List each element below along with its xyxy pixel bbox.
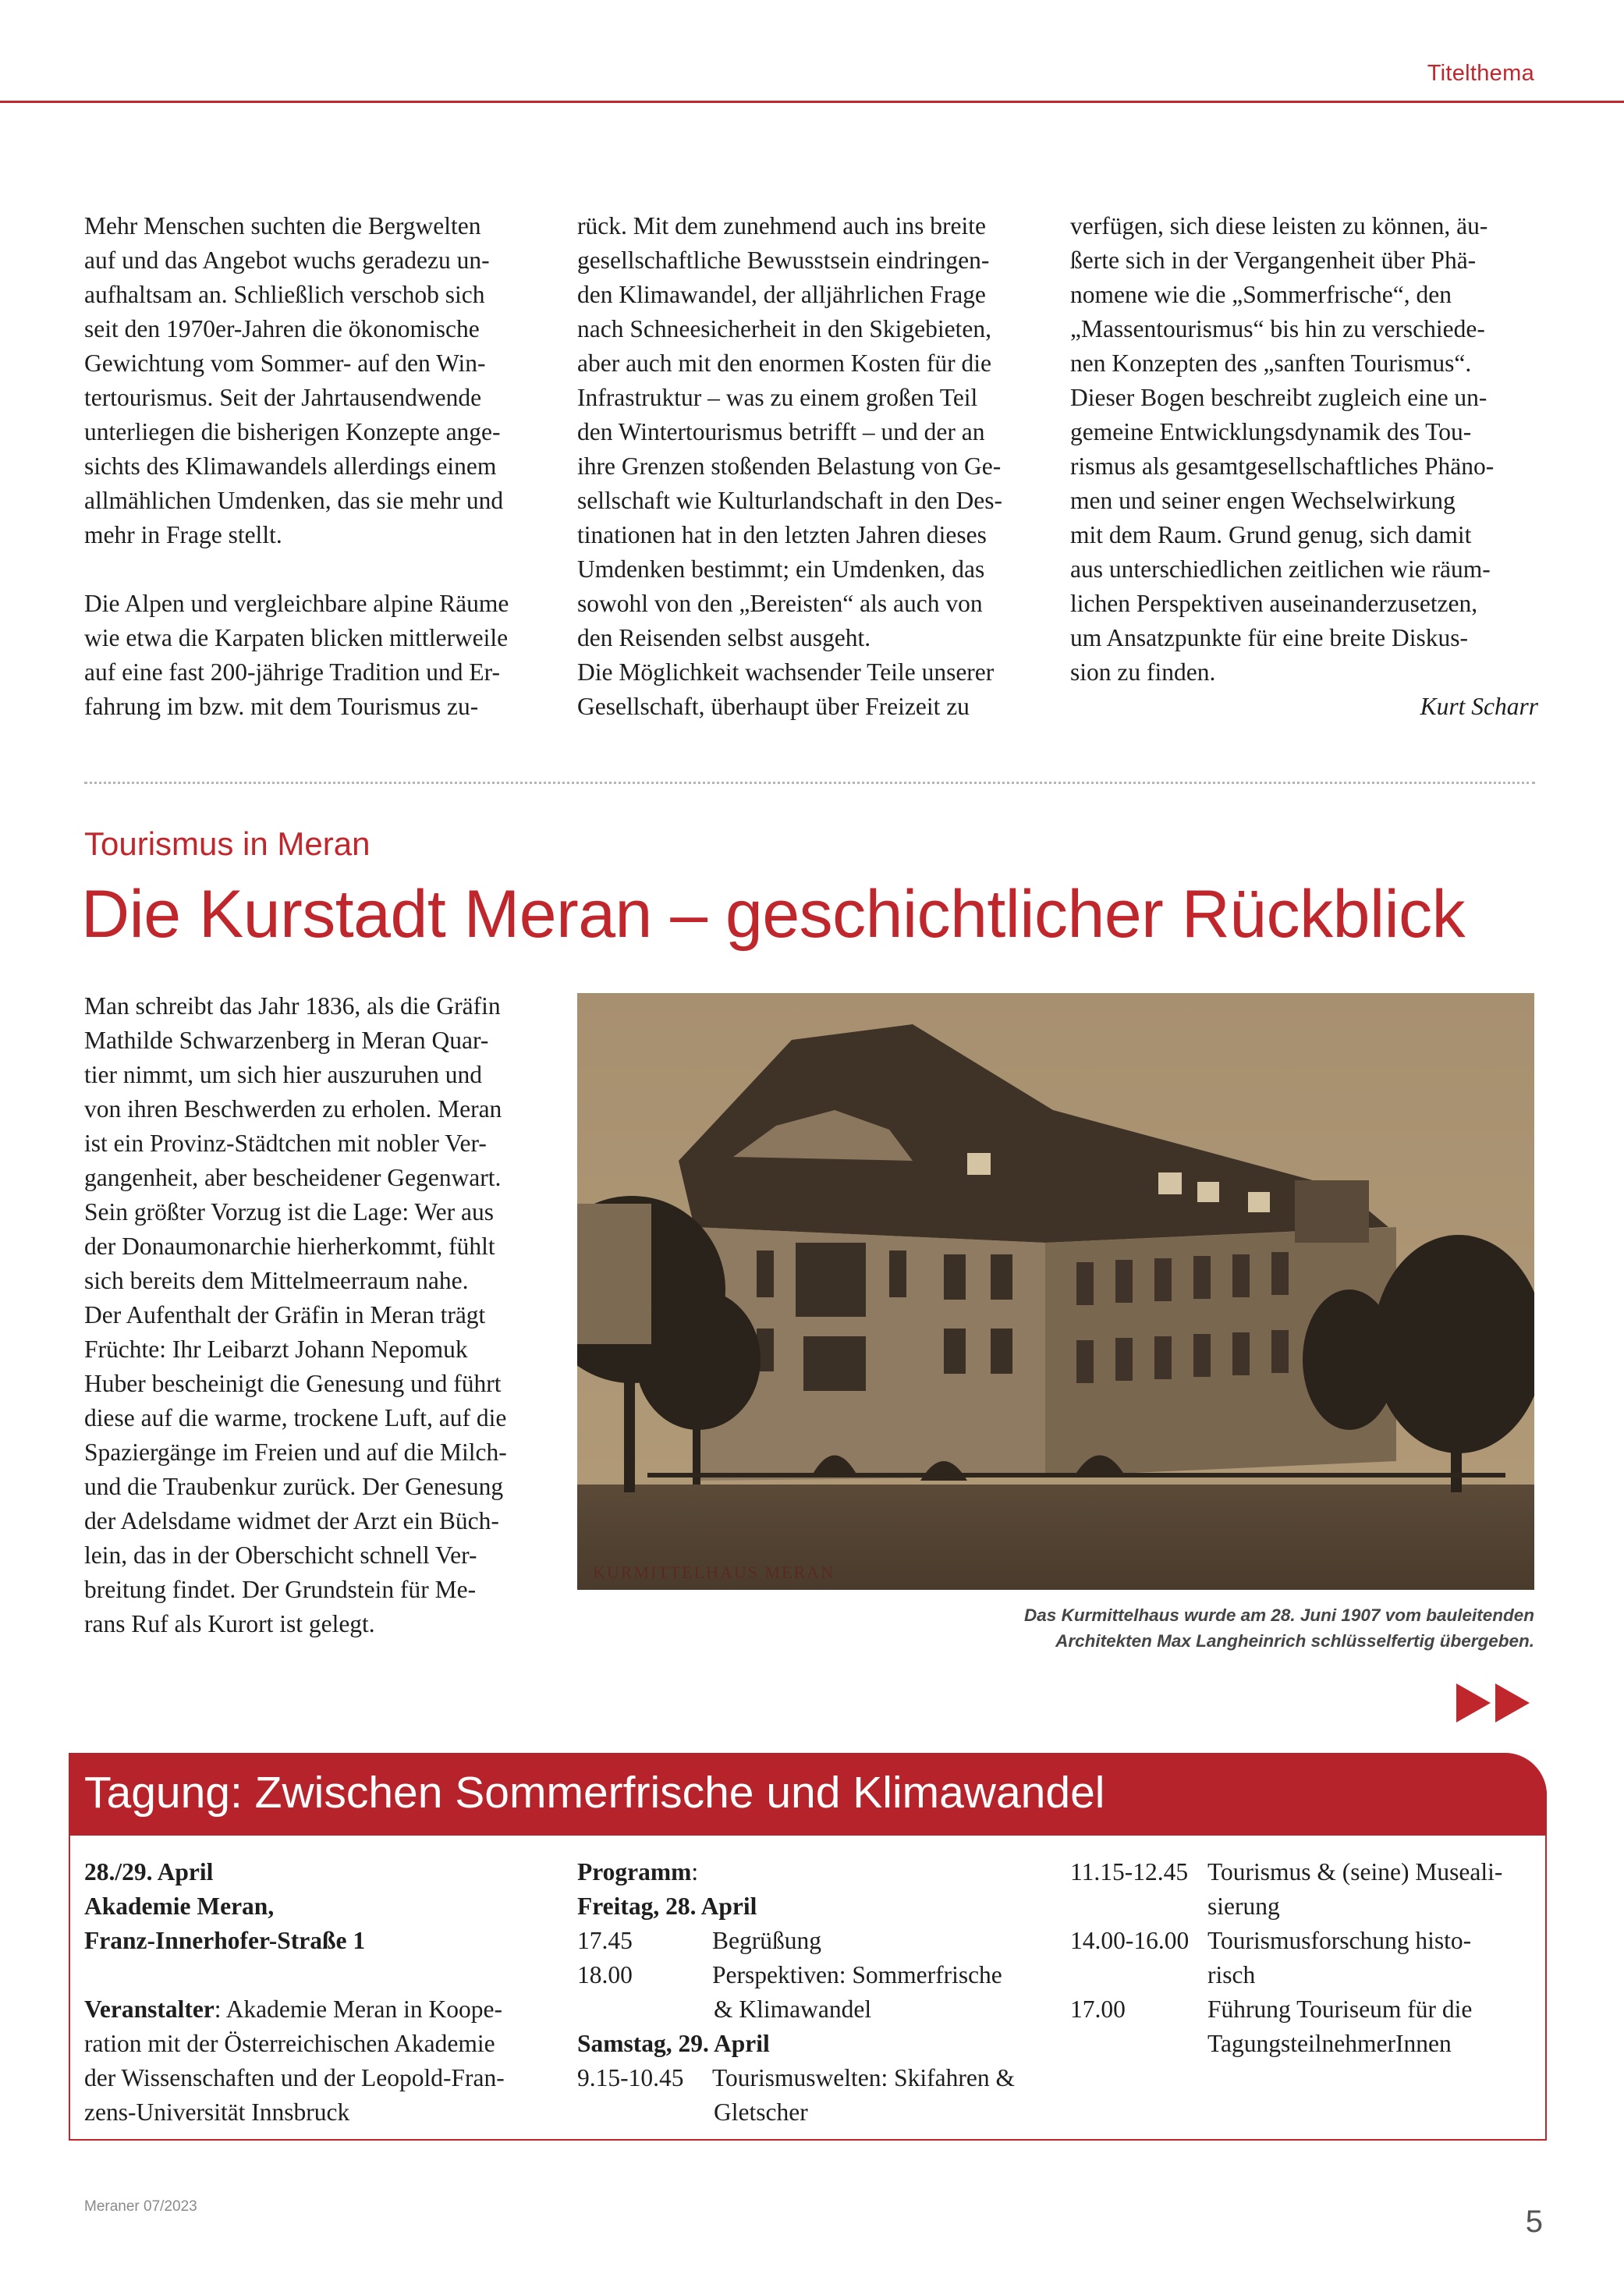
text-line: sion zu finden. [1070, 658, 1216, 686]
text-line: aufhaltsam an. Schließlich verschob sich [84, 281, 485, 308]
program-title: Perspektiven: Sommerfrische [712, 1961, 1002, 1988]
text-line: nen Konzepten des „sanften Tourismus“. [1070, 349, 1472, 377]
text-line: sich bereits dem Mittelmeerraum nahe. [84, 1267, 469, 1294]
text-line: wie etwa die Karpaten blicken mittlerweile [84, 624, 509, 651]
text-line: Mathilde Schwarzenberg in Meran Quar- [84, 1027, 489, 1054]
text-line: ßerte sich in der Vergangenheit über Phä- [1070, 247, 1477, 274]
text-line: von ihren Beschwerden zu erholen. Meran [84, 1095, 502, 1123]
text-line: seit den 1970er-Jahren die ökonomische [84, 315, 480, 342]
program-title-continued: risch [1207, 1961, 1256, 1988]
program-day-heading: Samstag, 29. April [577, 2030, 770, 2057]
intro-paragraph [84, 209, 552, 552]
program-title: Tourismus & (seine) Museali- [1207, 1858, 1503, 1885]
text-line: Umdenken bestimmt; ein Umdenken, das [577, 555, 985, 583]
program-time: 18.00 [577, 1961, 633, 1988]
text-line: Der Aufenthalt der Gräfin in Meran trägt [84, 1301, 486, 1329]
page-number: 5 [1525, 2205, 1543, 2239]
text-line: tinationen hat in den letzten Jahren dieses [577, 521, 987, 548]
program-title: Tourismuswelten: Skifahren & [712, 2064, 1015, 2091]
program-item [577, 2061, 1045, 2095]
text-line: rück. Mit dem zunehmend auch ins breite [577, 212, 986, 239]
text-line: gesellschaftliche Bewusstsein eindringen- [577, 247, 990, 274]
text-line: der Wissenschaften und der Leopold-Fran- [84, 2064, 505, 2091]
text-line: : Akademie Meran in Koope- [214, 1995, 502, 2023]
intro-column-1 [84, 209, 552, 724]
program-title: Führung Touriseum für die [1207, 1995, 1473, 2023]
event-program-day1 [577, 1855, 1045, 2130]
program-item [1070, 1855, 1538, 1889]
article-paragraph [84, 989, 552, 1641]
text-line: sowohl von den „Bereisten“ als auch von [577, 590, 983, 617]
text-line: Früchte: Ihr Leibarzt Johann Nepomuk [84, 1336, 468, 1363]
magazine-issue: Meraner 07/2023 [84, 2198, 197, 2215]
text-line: breitung findet. Der Grundstein für Me- [84, 1576, 477, 1603]
intro-paragraph [577, 209, 1045, 655]
author-signature: Kurt Scharr [1420, 693, 1538, 720]
section-label: Titelthema [1427, 61, 1534, 86]
section-divider [84, 782, 1535, 784]
program-time: 17.00 [1070, 1995, 1126, 2023]
article-headline: Die Kurstadt Meran – geschichtlicher Rückblick [81, 877, 1466, 952]
text-line: zens-Universität Innsbruck [84, 2098, 350, 2126]
caption-line: Das Kurmittelhaus wurde am 28. Juni 1907 vom bauleitenden [1024, 1605, 1534, 1625]
text-line: gangenheit, aber bescheidener Gegenwart. [84, 1164, 502, 1191]
text-line: nomene wie die „Sommerfrische“, den [1070, 281, 1452, 308]
text-line: sellschaft wie Kulturlandschaft in den Des- [577, 487, 1002, 514]
text-line: aus unterschiedlichen zeitlichen wie räum- [1070, 555, 1491, 583]
program-title-continued: sierung [1207, 1893, 1280, 1920]
program-title-continued: Gletscher [714, 2098, 808, 2126]
text-line: ration mit der Österreichischen Akademie [84, 2030, 495, 2057]
event-venue: Akademie Meran, [84, 1893, 275, 1920]
text-line: tertourismus. Seit der Jahrtausendwende [84, 384, 482, 411]
intro-column-3 [1070, 209, 1538, 724]
text-line: auf eine fast 200-jährige Tradition und Er- [84, 658, 500, 686]
program-title-continued: TagungsteilnehmerInnen [1207, 2030, 1452, 2057]
text-line: rismus als gesamtgesellschaftliches Phäno- [1070, 452, 1495, 480]
text-line: „Massentourismus“ bis hin zu verschiede- [1070, 315, 1485, 342]
text-line: Die Alpen und vergleichbare alpine Räume [84, 590, 509, 617]
program-item [577, 1924, 1045, 1958]
text-line: aber auch mit den enormen Kosten für die [577, 349, 991, 377]
program-item [1070, 1992, 1538, 2027]
program-time: 11.15-12.45 [1070, 1858, 1189, 1885]
text-line: men und seiner engen Wechselwirkung [1070, 487, 1456, 514]
text-line: nach Schneesicherheit in den Skigebieten, [577, 315, 991, 342]
event-date: 28./29. April [84, 1858, 214, 1885]
program-day-heading: Freitag, 28. April [577, 1893, 757, 1920]
program-time: 17.45 [577, 1927, 633, 1954]
event-program-day2 [1070, 1855, 1538, 2061]
text-line: auf und das Angebot wuchs geradezu un- [84, 247, 490, 274]
text-line: gemeine Entwicklungsdynamik des Tou- [1070, 418, 1472, 445]
kurmittelhaus-photo [577, 993, 1534, 1590]
text-line: um Ansatzpunkte für eine breite Diskus- [1070, 624, 1468, 651]
text-line: Infrastruktur – was zu einem großen Teil [577, 384, 978, 411]
intro-paragraph [84, 587, 552, 724]
text-line: den Wintertourismus betrifft – und der an [577, 418, 985, 445]
caption-line: Architekten Max Langheinrich schlüsselfertig übergeben. [1055, 1631, 1534, 1651]
text-line: unterliegen die bisherigen Konzepte ange- [84, 418, 501, 445]
text-line: sichts des Klimawandels allerdings einem [84, 452, 497, 480]
program-title-continued: & Klimawandel [714, 1995, 872, 2023]
text-line: Spaziergänge im Freien und auf die Milch- [84, 1438, 507, 1466]
text-line: verfügen, sich diese leisten zu können, äu- [1070, 212, 1488, 239]
text-line: Gesellschaft, überhaupt über Freizeit zu [577, 693, 970, 720]
program-item [1070, 1924, 1538, 1958]
text-line: ihre Grenzen stoßenden Belastung von Ge- [577, 452, 1002, 480]
text-line: fahrung im bzw. mit dem Tourismus zu- [84, 693, 479, 720]
text-line: lein, das in der Oberschicht schnell Ver- [84, 1541, 477, 1569]
program-label: Programm: [577, 1858, 699, 1885]
text-line: Dieser Bogen beschreibt zugleich eine un- [1070, 384, 1487, 411]
text-line: mehr in Frage stellt. [84, 521, 282, 548]
event-organizer [84, 1992, 552, 2130]
event-details [84, 1855, 552, 2130]
program-title: Tourismusforschung histo- [1207, 1927, 1472, 1954]
header-rule [0, 101, 1624, 103]
photo-caption [832, 1602, 1534, 1654]
program-item [577, 1958, 1045, 1992]
text-line: mit dem Raum. Grund genug, sich damit [1070, 521, 1472, 548]
program-title: Begrüßung [712, 1927, 821, 1954]
text-line: Mehr Menschen suchten die Bergwelten [84, 212, 481, 239]
article-body [84, 989, 552, 1641]
event-title: Tagung: Zwischen Sommerfrische und Klimawandel [84, 1768, 1105, 1818]
text-line: ist ein Provinz-Städtchen mit nobler Ver- [84, 1130, 487, 1157]
text-line: und die Traubenkur zurück. Der Genesung [84, 1473, 504, 1500]
program-time: 14.00-16.00 [1070, 1927, 1190, 1954]
text-line: Sein größter Vorzug ist die Lage: Wer aus [84, 1198, 494, 1226]
article-kicker: Tourismus in Meran [84, 825, 371, 862]
program-time: 9.15-10.45 [577, 2064, 684, 2091]
text-line: rans Ruf als Kurort ist gelegt. [84, 1610, 375, 1637]
text-line: den Reisenden selbst ausgeht. [577, 624, 871, 651]
text-line: diese auf die warme, trockene Luft, auf die [84, 1404, 507, 1431]
text-line: lichen Perspektiven auseinanderzusetzen, [1070, 590, 1478, 617]
intro-paragraph [577, 655, 1045, 724]
text-line: Huber bescheinigt die Genesung und führt [84, 1370, 502, 1397]
intro-column-2 [577, 209, 1045, 724]
text-line: Gewichtung vom Sommer- auf den Win- [84, 349, 486, 377]
text-line: tier nimmt, um sich hier auszuruhen und [84, 1061, 483, 1088]
text-line: der Donaumonarchie hierherkommt, fühlt [84, 1233, 495, 1260]
text-line: der Adelsdame widmet der Arzt ein Büch- [84, 1507, 499, 1534]
intro-paragraph [1070, 209, 1538, 690]
double-arrow-right-icon [1456, 1681, 1534, 1725]
event-address: Franz-Innerhofer-Straße 1 [84, 1927, 366, 1954]
text-line: den Klimawandel, der alljährlichen Frage [577, 281, 986, 308]
photo-inscription: KURMITTELHAUS MERAN [593, 1563, 835, 1582]
organizer-label: Veranstalter [84, 1995, 215, 2023]
text-line: allmählichen Umdenken, das sie mehr und [84, 487, 504, 514]
text-line: Man schreibt das Jahr 1836, als die Gräfin [84, 992, 501, 1020]
text-line: Die Möglichkeit wachsender Teile unserer [577, 658, 995, 686]
